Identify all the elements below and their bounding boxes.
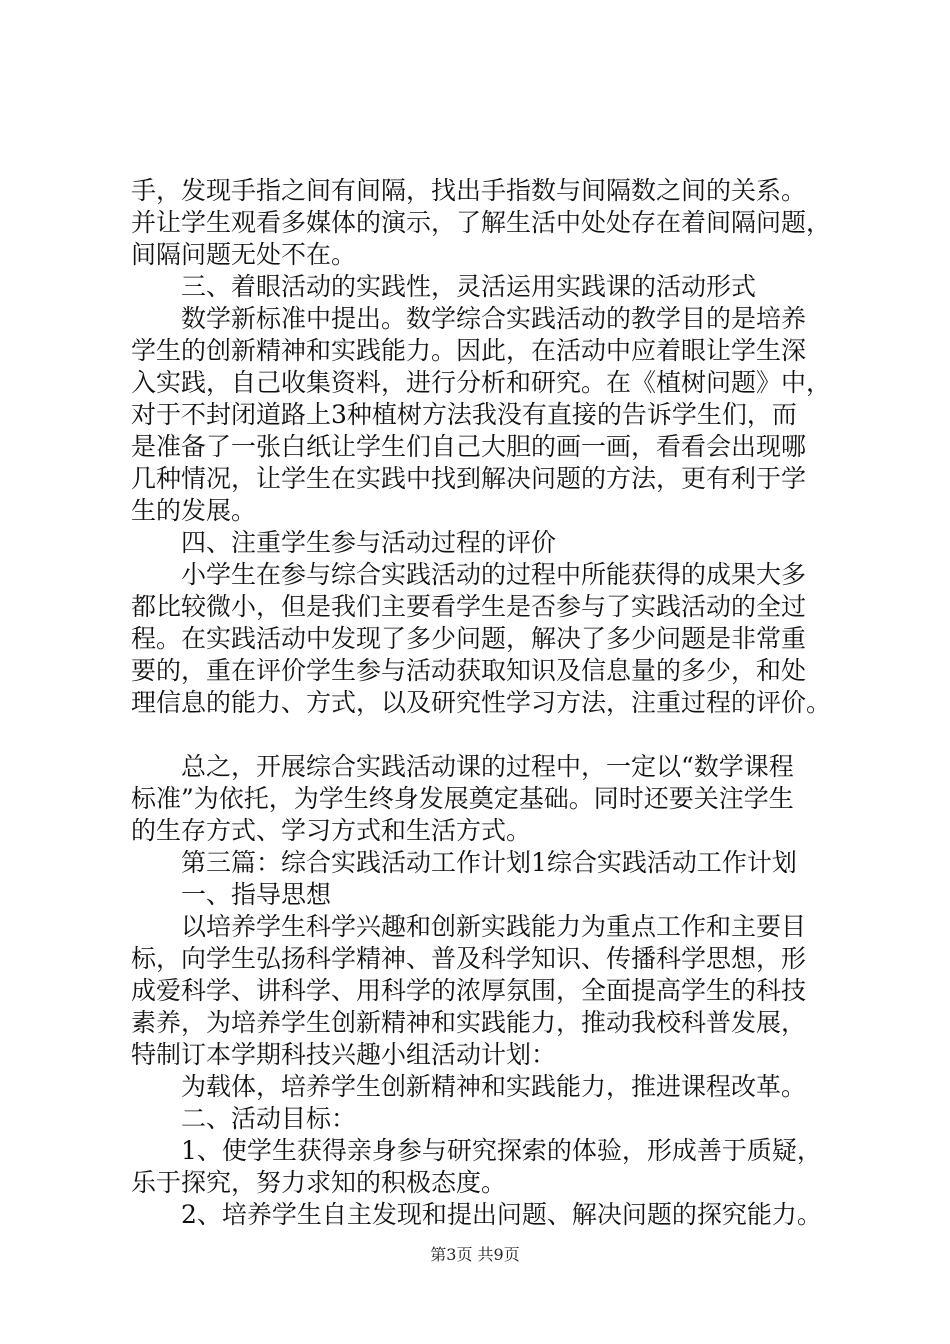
- text-line: 成爱科学、讲科学、用科学的浓厚氛围，全面提高学生的科技: [131, 976, 807, 1005]
- text-line: 间隔问题无处不在。: [131, 240, 357, 269]
- section-heading: 四、注重学生参与活动过程的评价: [181, 528, 557, 557]
- text-line: 标准”为依托，为学生终身发展奠定基础。同时还要关注学生: [131, 784, 794, 813]
- text-line: 手，发现手指之间有间隔，找出手指数与间隔数之间的关系。: [131, 176, 807, 205]
- text-line: 标，向学生弘扬科学精神、普及科学知识、传播科学思想，形: [131, 944, 807, 973]
- text-line: 都比较微小，但是我们主要看学生是否参与了实践活动的全过: [131, 592, 807, 621]
- text-line: 是准备了一张白纸让学生们自己大胆的画一画，看看会出现哪: [131, 432, 807, 461]
- text-line: 的生存方式、学习方式和生活方式。: [131, 816, 532, 845]
- text-line: 特制订本学期科技兴趣小组活动计划：: [131, 1040, 557, 1069]
- text-line: 入实践，自己收集资料，进行分析和研究。在《植树问题》中，: [131, 368, 832, 397]
- text-line: 要的，重在评价学生参与活动获取知识及信息量的多少，和处: [131, 656, 807, 685]
- text-line: 素养，为培养学生创新精神和实践能力，推动我校科普发展，: [131, 1008, 807, 1037]
- text-line: 乐于探究，努力求知的积极态度。: [131, 1168, 507, 1197]
- text-line: 小学生在参与综合实践活动的过程中所能获得的成果大多: [181, 560, 807, 589]
- text-line: 学生的创新精神和实践能力。因此，在活动中应着眼让学生深: [131, 336, 807, 365]
- text-line: 并让学生观看多媒体的演示，了解生活中处处存在着间隔问题，: [131, 208, 832, 237]
- text-line: 理信息的能力、方式，以及研究性学习方法，注重过程的评价。: [131, 688, 832, 717]
- text-line: 生的发展。: [131, 496, 257, 525]
- text-line: 数学新标准中提出。数学综合实践活动的教学目的是培养: [181, 304, 807, 333]
- text-line: 以培养学生科学兴趣和创新实践能力为重点工作和主要目: [181, 912, 807, 941]
- page-number-footer: 第3页 共9页: [430, 1245, 520, 1264]
- list-item: 1、使学生获得亲身参与研究探索的体验，形成善于质疑，: [181, 1136, 822, 1165]
- text-line: 为载体，培养学生创新精神和实践能力，推进课程改革。: [181, 1072, 807, 1101]
- text-line: 对于不封闭道路上3种植树方法我没有直接的告诉学生们，而: [131, 400, 797, 429]
- text-line: 几种情况，让学生在实践中找到解决问题的方法，更有利于学: [131, 464, 807, 493]
- section-heading: 二、活动目标：: [181, 1104, 357, 1133]
- chapter-heading: 第三篇：综合实践活动工作计划1综合实践活动工作计划: [181, 848, 797, 877]
- section-heading: 三、着眼活动的实践性，灵活运用实践课的活动形式: [181, 272, 757, 301]
- list-item: 2、培养学生自主发现和提出问题、解决问题的探究能力。: [181, 1200, 822, 1229]
- text-line: 程。在实践活动中发现了多少问题，解决了多少问题是非常重: [131, 624, 807, 653]
- section-heading: 一、指导思想: [181, 880, 332, 909]
- text-line: 总之，开展综合实践活动课的过程中，一定以“数学课程: [181, 752, 794, 781]
